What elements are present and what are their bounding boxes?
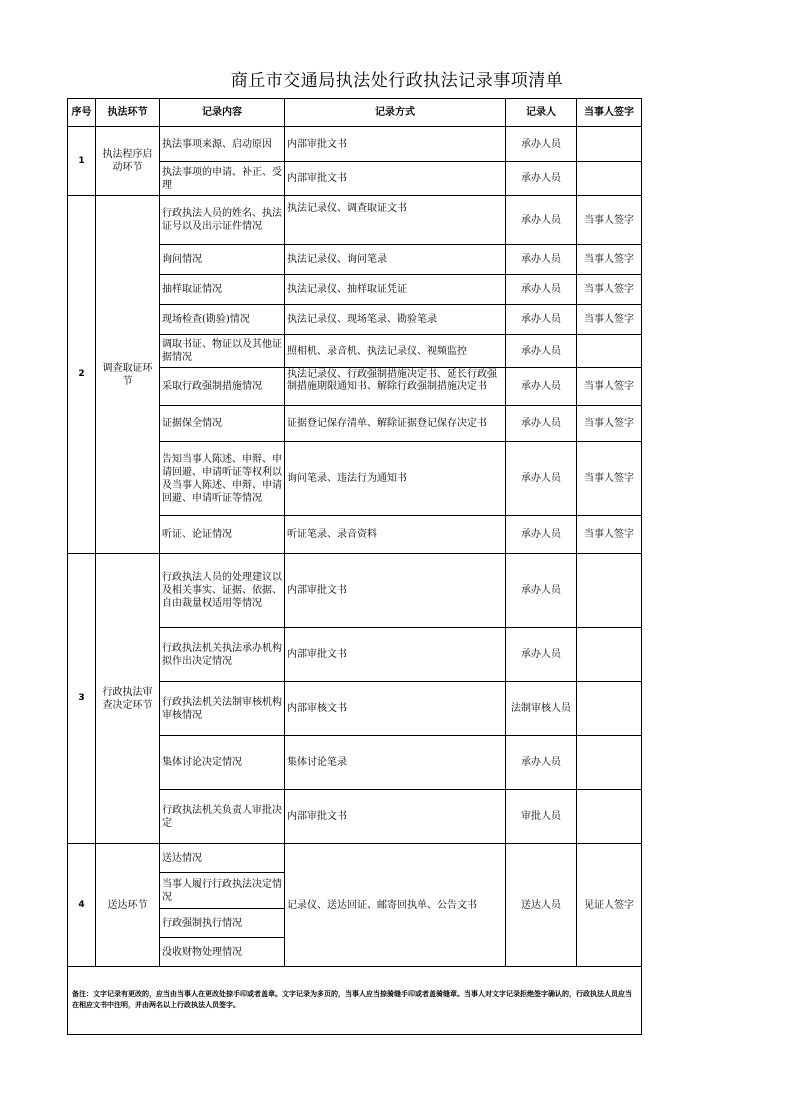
record-method: 执法记录仪、行政强制措施决定书、延长行政强制措施期限通知书、解除行政强制措施决定书 — [285, 368, 506, 406]
record-content: 执法事项来源、启动原因 — [160, 127, 285, 162]
recorder: 承办人员 — [506, 368, 577, 406]
header-method: 记录方式 — [285, 99, 506, 127]
record-content: 行政执法机关执法承办机构拟作出决定情况 — [160, 628, 285, 682]
party-sign: 当事人签字 — [577, 196, 642, 245]
record-method: 执法记录仪、现场笔录、勘验笔录 — [285, 305, 506, 335]
record-method: 听证笔录、录音资料 — [285, 516, 506, 554]
header-recorder: 记录人 — [506, 99, 577, 127]
recorder: 承办人员 — [506, 196, 577, 245]
header-seq: 序号 — [68, 99, 96, 127]
section-stage: 调查取证环节 — [96, 196, 160, 554]
section-number: 3 — [68, 554, 96, 844]
record-content: 现场检查(勘验)情况 — [160, 305, 285, 335]
record-content: 行政执法机关法制审核机构审核情况 — [160, 682, 285, 736]
record-method: 执法记录仪、调查取证文书 — [285, 196, 506, 245]
record-content: 抽样取证情况 — [160, 275, 285, 305]
record-content: 行政执法机关负责人审批决定 — [160, 790, 285, 844]
record-content: 执法事项的申请、补正、受理 — [160, 162, 285, 196]
section-stage: 执法程序启动环节 — [96, 127, 160, 196]
record-content: 听证、论证情况 — [160, 516, 285, 554]
recorder: 承办人员 — [506, 442, 577, 516]
record-method: 内部审批文书 — [285, 162, 506, 196]
record-table — [67, 98, 642, 1035]
party-sign: 当事人签字 — [577, 245, 642, 275]
party-sign: 当事人签字 — [577, 406, 642, 442]
recorder: 承办人员 — [506, 127, 577, 162]
party-sign: 当事人签字 — [577, 368, 642, 406]
party-sign — [577, 162, 642, 196]
party-sign — [577, 335, 642, 368]
note-row — [68, 967, 642, 1035]
record-method: 内部审批文书 — [285, 127, 506, 162]
recorder: 承办人员 — [506, 335, 577, 368]
table-row — [68, 196, 642, 245]
record-content: 送达情况 — [160, 844, 285, 873]
header-content: 记录内容 — [160, 99, 285, 127]
record-method: 内部审批文书 — [285, 554, 506, 628]
document-title: 商丘市交通局执法处行政执法记录事项清单 — [230, 71, 564, 91]
record-method: 内部审核文书 — [285, 682, 506, 736]
party-sign: 当事人签字 — [577, 442, 642, 516]
party-sign — [577, 127, 642, 162]
party-sign — [577, 682, 642, 736]
party-sign — [577, 628, 642, 682]
record-method: 执法记录仪、抽样取证凭证 — [285, 275, 506, 305]
section-stage: 送达环节 — [96, 844, 160, 967]
record-content: 当事人履行行政执法决定情况 — [160, 873, 285, 909]
record-method: 照相机、录音机、执法记录仪、视频监控 — [285, 335, 506, 368]
record-content: 行政执法人员的处理建议以及相关事实、证据、依据、自由裁量权适用等情况 — [160, 554, 285, 628]
table-row — [68, 127, 642, 162]
record-method: 询问笔录、违法行为通知书 — [285, 442, 506, 516]
party-sign: 当事人签字 — [577, 516, 642, 554]
recorder: 承办人员 — [506, 245, 577, 275]
recorder: 送达人员 — [506, 844, 577, 967]
record-content: 告知当事人陈述、申辩、申请回避、申请听证等权利以及当事人陈述、申辩、申请回避、申请听证等情况 — [160, 442, 285, 516]
section-stage: 行政执法审查决定环节 — [96, 554, 160, 844]
recorder: 法制审核人员 — [506, 682, 577, 736]
header-row — [68, 99, 642, 127]
recorder: 审批人员 — [506, 790, 577, 844]
party-sign — [577, 790, 642, 844]
recorder: 承办人员 — [506, 516, 577, 554]
record-content: 没收财物处理情况 — [160, 938, 285, 967]
record-content: 采取行政强制措施情况 — [160, 368, 285, 406]
record-content: 调取书证、物证以及其他证据情况 — [160, 335, 285, 368]
recorder: 承办人员 — [506, 554, 577, 628]
record-content: 询问情况 — [160, 245, 285, 275]
record-method: 内部审批文书 — [285, 790, 506, 844]
section-number: 1 — [68, 127, 96, 196]
record-method: 记录仪、送达回证、邮寄回执单、公告文书 — [285, 844, 506, 967]
record-content: 行政执法人员的姓名、执法证号以及出示证件情况 — [160, 196, 285, 245]
record-method: 执法记录仪、询问笔录 — [285, 245, 506, 275]
table-row — [68, 554, 642, 628]
party-sign — [577, 736, 642, 790]
record-method: 证据登记保存清单、解除证据登记保存决定书 — [285, 406, 506, 442]
recorder: 承办人员 — [506, 305, 577, 335]
party-sign — [577, 554, 642, 628]
remarks-note: 备注：文字记录有更改的，应当由当事人在更改处捺手印或者盖章。文字记录为多页的，当事人应当捺骑缝手印或者盖骑缝章。当事人对文字记录拒绝签字确认的，行政执法人员应当在相应文书中注明，并由两名以上行政执法人员签字。 — [68, 967, 642, 1035]
record-content: 证据保全情况 — [160, 406, 285, 442]
recorder: 承办人员 — [506, 736, 577, 790]
header-stage: 执法环节 — [96, 99, 160, 127]
party-sign: 当事人签字 — [577, 305, 642, 335]
record-method: 内部审批文书 — [285, 628, 506, 682]
recorder: 承办人员 — [506, 406, 577, 442]
record-method: 集体讨论笔录 — [285, 736, 506, 790]
header-sign: 当事人签字 — [577, 99, 642, 127]
table-row — [68, 844, 642, 873]
recorder: 承办人员 — [506, 162, 577, 196]
party-sign: 当事人签字 — [577, 275, 642, 305]
recorder: 承办人员 — [506, 275, 577, 305]
section-number: 4 — [68, 844, 96, 967]
record-content: 行政强制执行情况 — [160, 909, 285, 938]
party-sign: 见证人签字 — [577, 844, 642, 967]
section-number: 2 — [68, 196, 96, 554]
recorder: 承办人员 — [506, 628, 577, 682]
record-content: 集体讨论决定情况 — [160, 736, 285, 790]
